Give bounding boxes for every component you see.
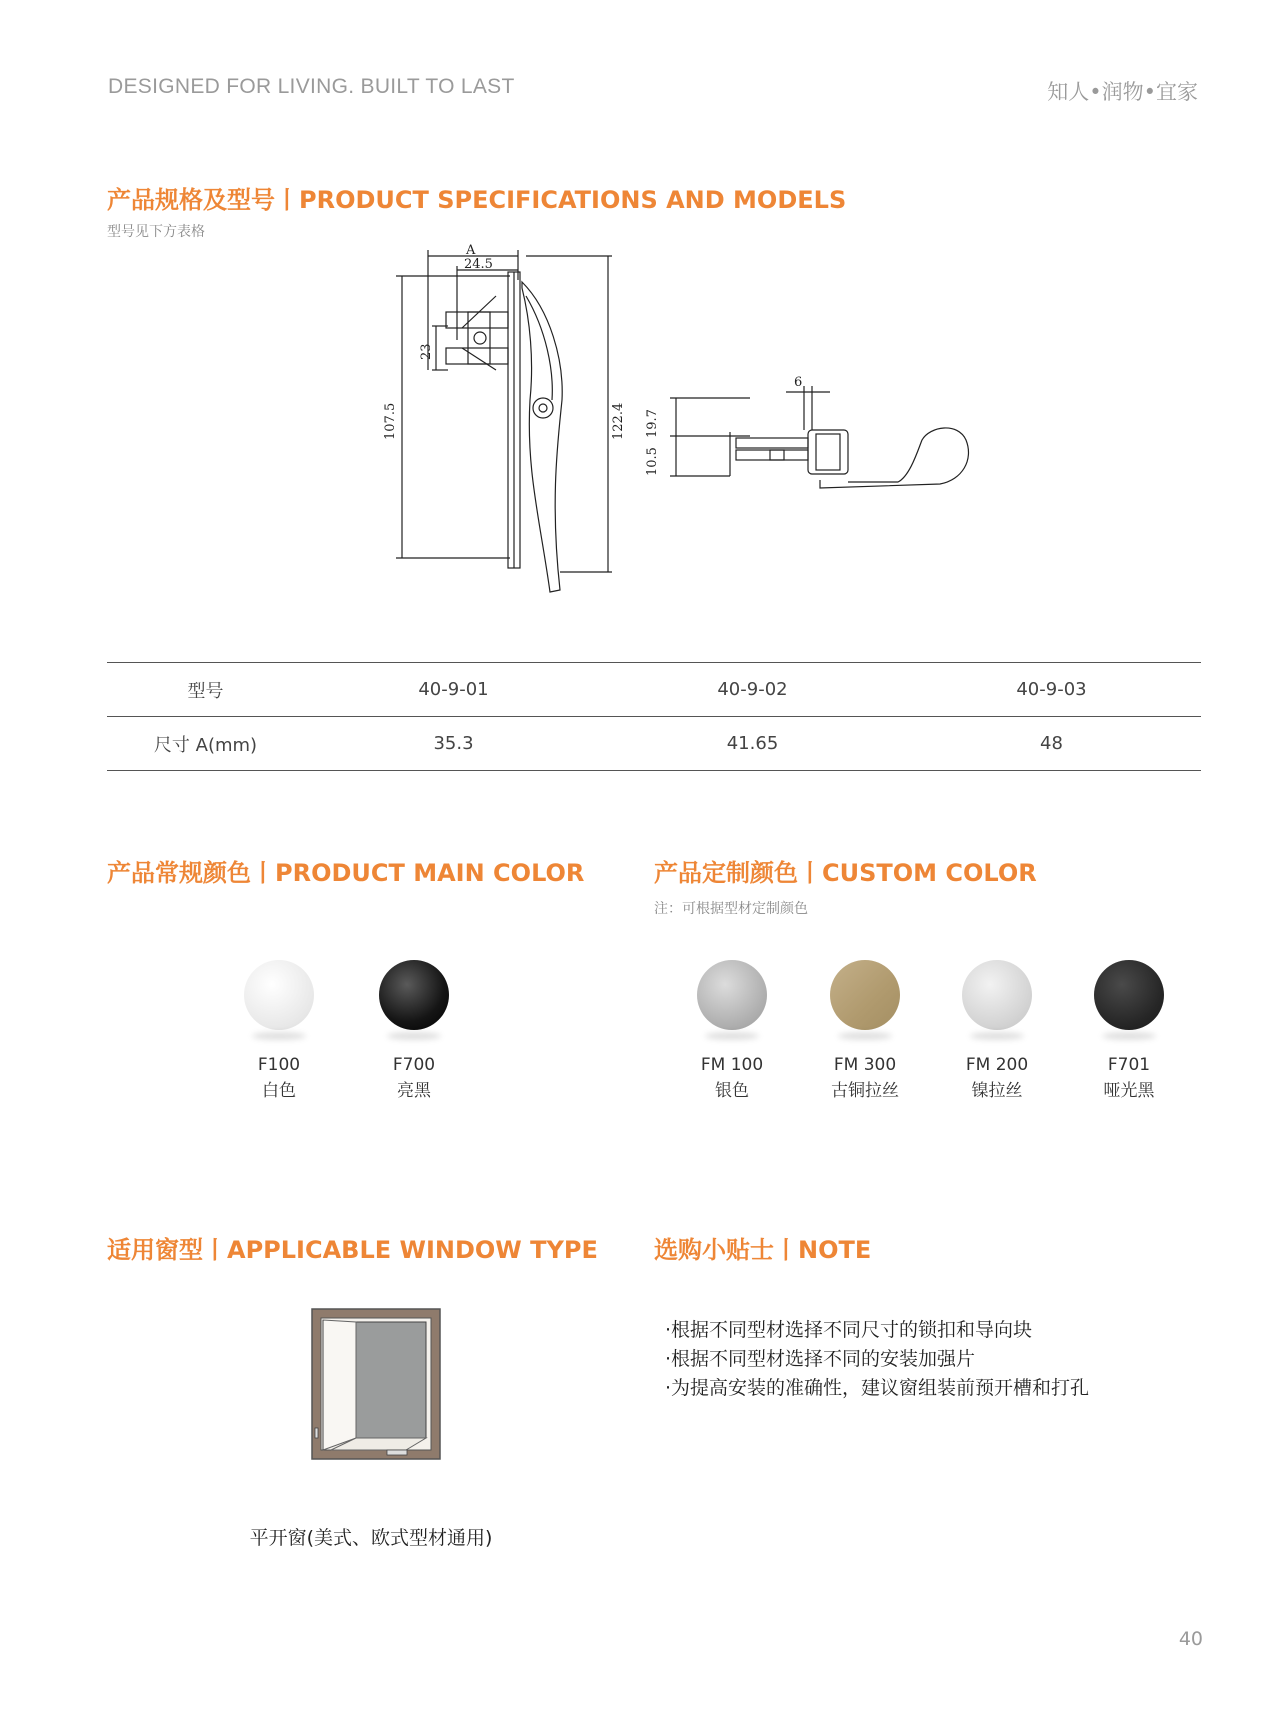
page-number: 40 [1178,1628,1203,1650]
window-type-caption: 平开窗(美式、欧式型材通用) [249,1527,493,1549]
casement-window-illustration [311,1308,441,1460]
table-row-sizes [107,717,1201,771]
swatch-name: 镍拉丝 [971,1081,1023,1101]
swatch-fm200 [937,960,1057,1104]
size-cell: 41.65 [603,717,902,771]
tip-item: ·根据不同型材选择不同的安装加强片 [665,1348,976,1370]
swatch-code: F700 [392,1055,436,1075]
side-view-drawing [645,375,968,488]
row-label-size: 尺寸 A(mm) [107,717,304,771]
model-cell: 40-9-02 [603,663,902,717]
tip-item: ·为提高安装的准确性，建议窗组装前预开槽和打孔 [665,1377,1090,1399]
swatch-code: FM 100 [700,1055,764,1075]
dim-23: 23 [419,343,434,360]
swatch-f100 [219,960,339,1104]
dim-6: 6 [794,375,803,390]
main-color-title: 产品常规颜色丨PRODUCT MAIN COLOR [107,859,585,887]
spec-table [107,662,1201,771]
swatch-fm300 [805,960,925,1104]
dim-a: A [466,243,476,258]
header-tagline: DESIGNED FOR LIVING. BUILT TO LAST [108,75,515,98]
header-motto: 知人•润物•宜家 [1047,80,1198,104]
swatch-code: F100 [257,1055,301,1075]
color-ball [1094,960,1164,1030]
color-ball [379,960,449,1030]
swatch-name: 古铜拉丝 [831,1081,899,1101]
swatch-name: 白色 [262,1081,296,1101]
model-cell: 40-9-01 [304,663,603,717]
swatch-name: 银色 [715,1081,749,1101]
swatch-code: F701 [1107,1055,1151,1075]
color-ball [962,960,1032,1030]
dim-122-4: 122.4 [611,402,626,440]
custom-color-note: 注：可根据型材定制颜色 [654,901,808,917]
table-row-models [107,663,1201,717]
swatch-f701 [1069,960,1189,1104]
dim-10-5: 10.5 [645,447,660,476]
color-ball [830,960,900,1030]
size-cell: 35.3 [304,717,603,771]
row-label-model: 型号 [107,663,304,717]
custom-color-title: 产品定制颜色丨CUSTOM COLOR [654,859,1037,887]
tips-title: 选购小贴士丨NOTE [654,1236,872,1264]
swatch-name: 亮黑 [397,1081,431,1101]
color-ball [244,960,314,1030]
swatch-name: 哑光黑 [1103,1081,1155,1101]
front-view-drawing [383,243,626,592]
swatch-fm100 [672,960,792,1104]
dim-19-7: 19.7 [645,409,660,438]
swatch-f700 [354,960,474,1104]
technical-drawing [350,240,1030,610]
dim-24-5: 24.5 [464,257,493,272]
dim-107-5: 107.5 [383,402,398,440]
window-type-title: 适用窗型丨APPLICABLE WINDOW TYPE [107,1236,598,1264]
spec-section-title: 产品规格及型号丨PRODUCT SPECIFICATIONS AND MODELS [107,186,847,214]
tip-item: ·根据不同型材选择不同尺寸的锁扣和导向块 [665,1319,1033,1341]
color-ball [697,960,767,1030]
tips-list [665,1316,1089,1403]
swatch-code: FM 300 [833,1055,897,1075]
spec-section-subtitle: 型号见下方表格 [107,224,205,240]
size-cell: 48 [902,717,1201,771]
model-cell: 40-9-03 [902,663,1201,717]
swatch-code: FM 200 [965,1055,1029,1075]
